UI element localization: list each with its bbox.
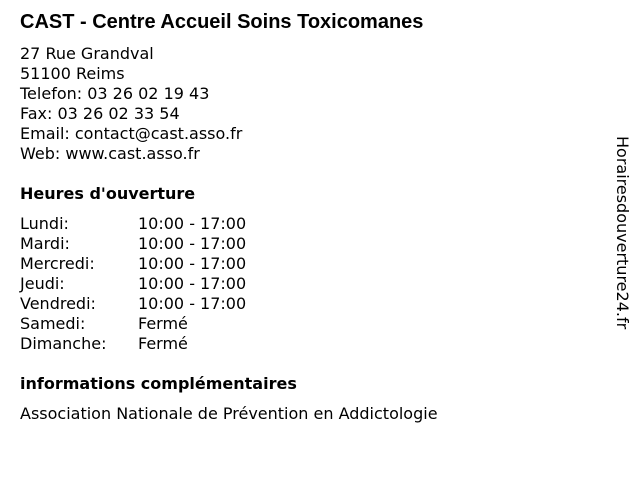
site-brand-vertical: Horairesdouverture24.fr (613, 136, 632, 330)
hours-row-wednesday (20, 254, 320, 274)
hours-row-monday (20, 214, 320, 234)
time-value: 10:00 - 17:00 (138, 274, 247, 293)
day-label: Vendredi: (20, 294, 96, 313)
additional-info-text: Association Nationale de Prévention en Addictologie (20, 404, 438, 423)
fax-number: Fax: 03 26 02 33 54 (20, 104, 180, 123)
opening-hours-table (20, 214, 320, 354)
day-label: Dimanche: (20, 334, 107, 353)
time-value: 10:00 - 17:00 (138, 254, 247, 273)
hours-row-thursday (20, 274, 320, 294)
hours-row-sunday (20, 334, 320, 354)
time-value: 10:00 - 17:00 (138, 214, 247, 233)
contact-block (20, 44, 242, 164)
day-label: Samedi: (20, 314, 86, 333)
hours-row-saturday (20, 314, 320, 334)
email-address: Email: contact@cast.asso.fr (20, 124, 243, 143)
day-label: Lundi: (20, 214, 69, 233)
time-value: Fermé (138, 334, 188, 353)
city-postal: 51100 Reims (20, 64, 125, 83)
opening-hours-heading: Heures d'ouverture (20, 184, 196, 203)
day-label: Mercredi: (20, 254, 95, 273)
phone-number: Telefon: 03 26 02 19 43 (20, 84, 210, 103)
day-label: Mardi: (20, 234, 70, 253)
website: Web: www.cast.asso.fr (20, 144, 200, 163)
street-address: 27 Rue Grandval (20, 44, 154, 63)
day-label: Jeudi: (20, 274, 65, 293)
page-title: CAST - Centre Accueil Soins Toxicomanes (20, 11, 424, 33)
time-value: 10:00 - 17:00 (138, 294, 247, 313)
hours-row-tuesday (20, 234, 320, 254)
time-value: 10:00 - 17:00 (138, 234, 247, 253)
time-value: Fermé (138, 314, 188, 333)
additional-info-heading: informations complémentaires (20, 374, 297, 393)
hours-row-friday (20, 294, 320, 314)
